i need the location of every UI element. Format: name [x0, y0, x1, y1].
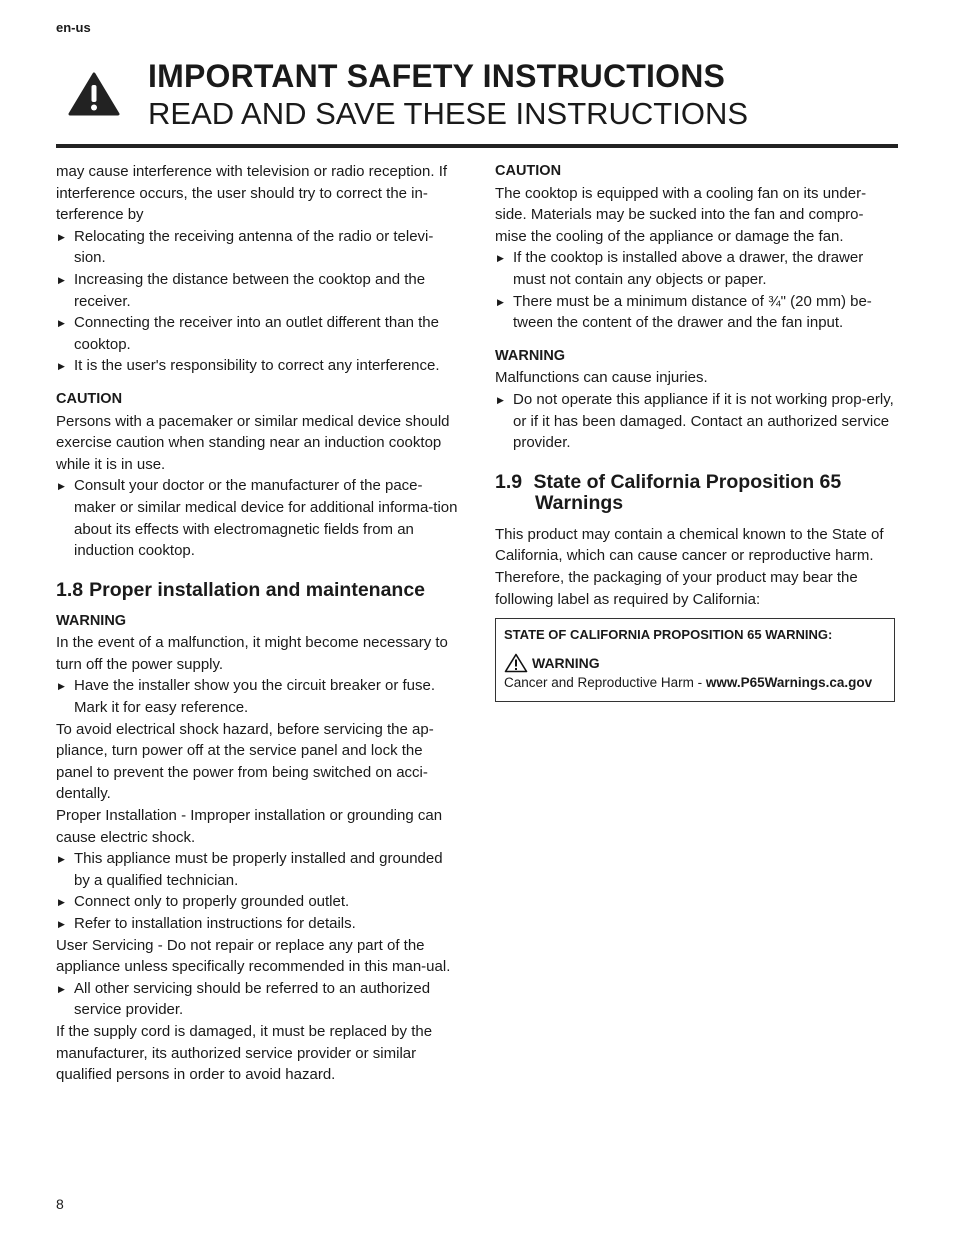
warning-label: WARNING	[495, 347, 566, 364]
list-item: ▶ Consult your doctor or the manufacturer of the pace-maker or similar medical device for additional informa-tion about its effects with electromagnetic fields from an induction cooktop.	[56, 475, 458, 561]
prop65-box-title: STATE OF CALIFORNIA PROPOSITION 65 WARNING:	[504, 627, 833, 643]
list-item: ▶ Have the installer show you the circuit breaker or fuse. Mark it for easy reference.	[56, 675, 458, 718]
section-title: State of California Proposition 65 Warnings	[533, 470, 842, 514]
language-code: en-us	[56, 20, 91, 35]
list-item: ▶ Connecting the receiver into an outlet different than the cooktop.	[56, 312, 458, 355]
warning-label: WARNING	[56, 612, 127, 629]
shock-paragraph: To avoid electrical shock hazard, before servicing the ap-pliance, turn power off at the service panel and lock the panel to prevent the power from being switched on acci-dentally.	[56, 720, 434, 803]
caution-label: CAUTION	[495, 163, 562, 179]
warning-triangle-icon	[68, 72, 120, 116]
warning-paragraph: Malfunctions can cause injuries.	[495, 369, 708, 387]
section-number: 1.9	[495, 470, 523, 493]
list-item: ▶ It is the user's responsibility to correct any interference.	[56, 355, 458, 377]
list-item: ▶ Relocating the receiving antenna of the radio or televi-sion.	[56, 226, 458, 269]
warning-paragraph: In the event of a malfunction, it might become necessary to turn off the power supply.	[56, 634, 448, 673]
warning-bullet-list	[495, 389, 895, 454]
prop65-paragraph: This product may contain a chemical known to the State of California, which can cause cancer or reproductive harm. Therefore, the packaging of your product may bear the following label as required by California:	[495, 525, 884, 608]
page-number: 8	[56, 1196, 64, 1212]
list-item: ▶ Refer to installation instructions for details.	[56, 913, 458, 935]
prop65-url: www.P65Warnings.ca.gov	[705, 675, 873, 691]
prop65-harm-text: Cancer and Reproductive Harm -	[504, 675, 706, 691]
prop65-warning-line	[504, 653, 886, 673]
intro-paragraph: may cause interference with television or radio reception. If interference occurs, the user should try to correct the in-terference by	[56, 163, 448, 224]
section-heading-1-8	[56, 580, 458, 601]
list-item: ▶ There must be a minimum distance of ¾" (20 mm) be-tween the content of the drawer and the fan input.	[495, 291, 895, 334]
list-item: ▶ This appliance must be properly installed and grounded by a qualified technician.	[56, 848, 458, 891]
caution-label: CAUTION	[56, 390, 123, 407]
caution-bullet-list	[56, 475, 458, 561]
page-subtitle: READ AND SAVE THESE INSTRUCTIONS	[148, 96, 749, 131]
prop65-warning-label: WARNING	[532, 655, 600, 672]
list-item: ▶ All other servicing should be referred to an authorized service provider.	[56, 978, 458, 1021]
list-item: ▶ Increasing the distance between the cooktop and the receiver.	[56, 269, 458, 312]
section-heading-1-9	[495, 472, 895, 514]
caution-paragraph: Persons with a pacemaker or similar medical device should exercise caution when standing near an induction cooktop while it is in use.	[56, 412, 450, 473]
caution-bullet-list	[495, 247, 895, 333]
prop65-box-text	[504, 673, 886, 693]
install-paragraph: Proper Installation - Improper installation or grounding can cause electric shock.	[56, 807, 443, 846]
section-number: 1.8	[56, 578, 84, 601]
right-column	[495, 161, 895, 702]
left-column	[56, 161, 458, 1086]
install-bullet-list	[56, 848, 458, 934]
list-item: ▶ Do not operate this appliance if it is not working prop-erly, or if it has been damaged. Contact an authorized service provider.	[495, 389, 895, 454]
warning-triangle-icon	[504, 653, 528, 673]
intro-bullet-list	[56, 226, 458, 377]
list-item: ▶ Connect only to properly grounded outlet.	[56, 891, 458, 913]
section-title: Proper installation and maintenance	[89, 578, 426, 601]
servicing-bullet-list	[56, 978, 458, 1021]
supply-cord-paragraph: If the supply cord is damaged, it must be replaced by the manufacturer, its authorized service provider or similar qualified persons in order to avoid hazard.	[56, 1022, 433, 1084]
prop65-label-box	[495, 618, 895, 702]
warning-bullet-list	[56, 675, 458, 718]
page-header	[56, 58, 898, 148]
page-title: IMPORTANT SAFETY INSTRUCTIONS	[148, 58, 726, 94]
caution-paragraph: The cooktop is equipped with a cooling fan on its under-side. Materials may be sucked into the fan and compro-mise the cooling of the appliance or damage the fan.	[495, 184, 867, 245]
servicing-paragraph: User Servicing - Do not repair or replace any part of the appliance unless specifically recommended in this man-ual.	[56, 936, 451, 976]
list-item: ▶ If the cooktop is installed above a drawer, the drawer must not contain any objects or paper.	[495, 247, 895, 290]
